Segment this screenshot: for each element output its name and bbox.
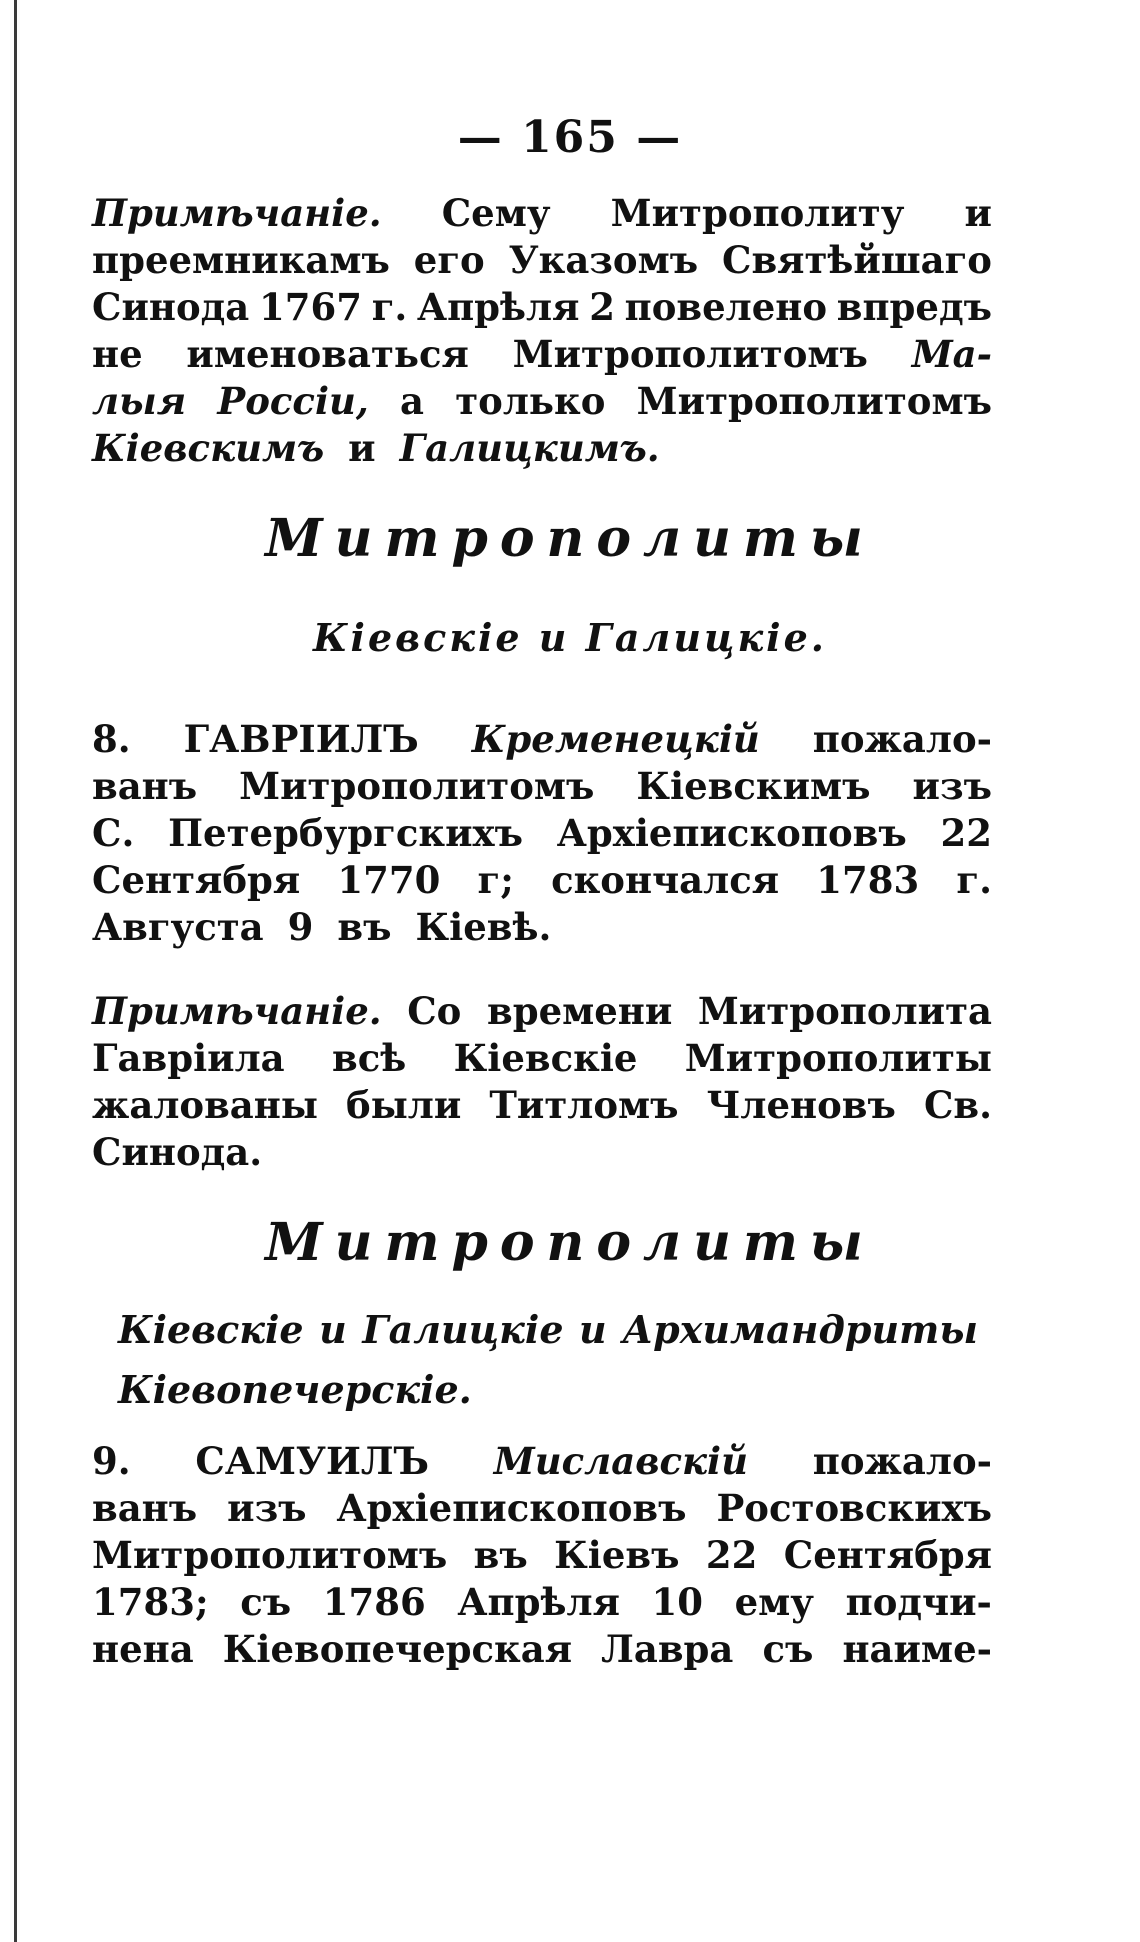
- word: г.: [371, 285, 408, 329]
- word: 22: [940, 811, 992, 855]
- text-line: [92, 425, 992, 472]
- word: Кіевопечерская: [222, 1627, 573, 1671]
- word: и: [348, 426, 376, 470]
- word: Св.: [923, 1083, 992, 1127]
- word: Святѣйшаго: [722, 238, 992, 282]
- word: ванъ: [92, 1486, 198, 1530]
- word: изъ: [227, 1486, 307, 1530]
- word: Архимандриты: [622, 1307, 978, 1352]
- word: въ: [337, 905, 392, 949]
- word: 9.: [92, 1439, 131, 1483]
- word: и: [579, 1307, 607, 1352]
- text-line: [92, 1082, 992, 1129]
- word: Митрополитомъ: [92, 1533, 448, 1577]
- word: Сему: [441, 191, 551, 235]
- word: Архіепископовъ: [556, 811, 907, 855]
- word: Сентября: [783, 1533, 992, 1577]
- text-line: [92, 237, 992, 284]
- text-line: [92, 810, 992, 857]
- word: Митрополиты: [684, 1036, 992, 1080]
- word: 1786: [322, 1580, 426, 1624]
- word: наиме-: [842, 1627, 992, 1671]
- word: ему: [734, 1580, 814, 1624]
- word: лыя: [92, 379, 187, 423]
- word: Сентября: [92, 858, 301, 902]
- word: Митрополитомъ: [636, 379, 992, 423]
- word: Петербургскихъ: [168, 811, 523, 855]
- word: именоваться: [186, 332, 469, 376]
- word: Кіевскимъ: [92, 426, 325, 470]
- word: его: [413, 238, 485, 282]
- word: Апрѣля: [416, 285, 580, 329]
- word: съ: [762, 1627, 814, 1671]
- text-line: [92, 904, 992, 951]
- word: и: [319, 1307, 347, 1352]
- word: Митрополита: [697, 989, 992, 1033]
- word: Митрополитомъ: [239, 764, 595, 808]
- subheading-line: [118, 1300, 978, 1360]
- word: Ростовскихъ: [716, 1486, 992, 1530]
- text-line: [92, 857, 992, 904]
- word: Миславскій: [493, 1439, 749, 1483]
- word: 1783: [816, 858, 920, 902]
- word: Ма-: [911, 332, 992, 376]
- subheading-line: Кіевопечерскіе.: [118, 1367, 472, 1412]
- page-number: — 165 —: [457, 112, 683, 163]
- text-line: [92, 1485, 992, 1532]
- word: С.: [92, 811, 135, 855]
- word: Митрополитомъ: [512, 332, 868, 376]
- word: Галицкимъ.: [399, 426, 660, 470]
- text-line: [92, 716, 992, 763]
- word: Указомъ: [508, 238, 699, 282]
- word: жалованы: [92, 1083, 318, 1127]
- word: Августа: [92, 905, 264, 949]
- word: пожало-: [812, 1439, 992, 1483]
- word: 22: [705, 1533, 758, 1577]
- text-line: [92, 1129, 992, 1176]
- word: подчи-: [845, 1580, 992, 1624]
- word: Галицкіе: [362, 1307, 564, 1352]
- section-subheading-2: [118, 1300, 978, 1420]
- word: Титломъ: [489, 1083, 679, 1127]
- text-line: [92, 284, 992, 331]
- word: Кіевѣ.: [415, 905, 552, 949]
- text-line: [92, 988, 992, 1035]
- word: Синода.: [92, 1130, 263, 1174]
- word: съ: [240, 1580, 292, 1624]
- text-line: [92, 1438, 992, 1485]
- word: ванъ: [92, 764, 198, 808]
- word: Со: [407, 989, 462, 1033]
- note-paragraph-1: [92, 190, 992, 472]
- word: пожало-: [812, 717, 992, 761]
- word: Апрѣля: [457, 1580, 620, 1624]
- word: ГАВРІИЛЪ: [183, 717, 419, 761]
- word: были: [346, 1083, 462, 1127]
- text-line: [92, 1626, 992, 1673]
- section-heading-2: Митрополиты: [265, 1212, 875, 1273]
- word: Гавріила: [92, 1036, 285, 1080]
- word: изъ: [912, 764, 992, 808]
- word: г.: [956, 858, 992, 902]
- word: Примѣчаніе.: [92, 191, 382, 235]
- word: 1770: [337, 858, 441, 902]
- word: 9: [287, 905, 314, 949]
- word: всѣ: [332, 1036, 407, 1080]
- word: Кіевъ: [554, 1533, 680, 1577]
- word: Кременецкій: [471, 717, 760, 761]
- word: Кіевскіе: [453, 1036, 638, 1080]
- text-line: [92, 1579, 992, 1626]
- word: 10: [651, 1580, 704, 1624]
- note-paragraph-2: [92, 988, 992, 1176]
- text-line: [92, 1532, 992, 1579]
- text-line: [92, 378, 992, 425]
- word: Кіевскіе: [118, 1307, 304, 1352]
- word: и: [964, 191, 992, 235]
- word: а: [400, 379, 425, 423]
- entry-9: [92, 1438, 992, 1673]
- section-subheading-1: Кіевскіе и Галицкіе.: [312, 615, 828, 660]
- word: впредъ: [836, 285, 992, 329]
- word: Архіепископовъ: [336, 1486, 687, 1530]
- entry-8: [92, 716, 992, 951]
- word: 2: [589, 285, 615, 329]
- text-line: [92, 190, 992, 237]
- word: Синода: [92, 285, 250, 329]
- word: не: [92, 332, 143, 376]
- word: Россіи,: [217, 379, 369, 423]
- word: только: [455, 379, 606, 423]
- word: Примѣчаніе.: [92, 989, 382, 1033]
- word: г;: [477, 858, 514, 902]
- word: повелено: [624, 285, 828, 329]
- text-line: [92, 763, 992, 810]
- text-line: [92, 331, 992, 378]
- word: 8.: [92, 717, 131, 761]
- word: преемникамъ: [92, 238, 390, 282]
- word: скончался: [551, 858, 780, 902]
- word: Кіевскимъ: [636, 764, 871, 808]
- word: САМУИЛЪ: [195, 1439, 430, 1483]
- word: Лавра: [601, 1627, 734, 1671]
- word: нена: [92, 1627, 194, 1671]
- word: 1767: [259, 285, 362, 329]
- word: 1783;: [92, 1580, 209, 1624]
- page-margin-line: [14, 0, 17, 1942]
- word: Митрополиту: [610, 191, 905, 235]
- text-line: [92, 1035, 992, 1082]
- word: времени: [486, 989, 673, 1033]
- word: въ: [473, 1533, 528, 1577]
- word: Членовъ: [706, 1083, 896, 1127]
- section-heading-1: Митрополиты: [265, 508, 875, 569]
